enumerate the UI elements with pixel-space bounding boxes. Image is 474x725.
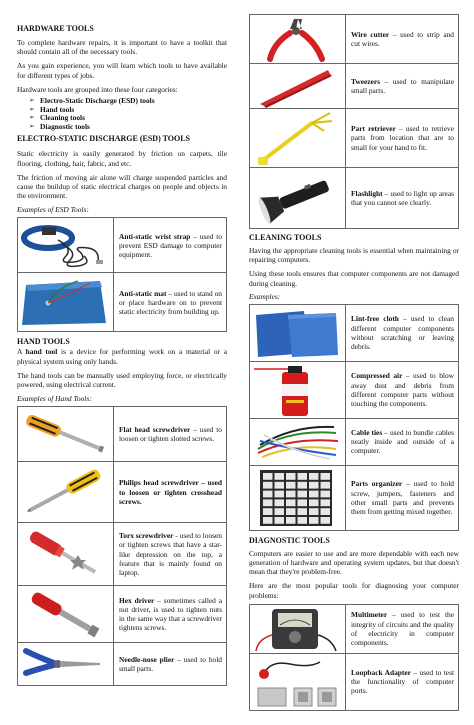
philips-screwdriver-icon [18, 462, 111, 522]
category-item: ➢ Hand tools [29, 104, 75, 114]
diagnostic-paragraph-2: Here are the most popular tools for diagnosing your computer problems: [249, 581, 459, 600]
flashlight-description: Flashlight – used to light up areas that you cannot see clearly. [346, 168, 459, 229]
flat-screwdriver-description: Flat head screwdriver – used to loosen or tighten slotted screws. [114, 407, 227, 462]
section-title-hardware-tools: HARDWARE TOOLS [17, 24, 94, 33]
table-row [250, 168, 459, 229]
compressed-air-image-cell [250, 361, 346, 418]
table-row [250, 361, 459, 418]
hand-tools-table [17, 406, 227, 686]
cable-ties-image-cell [250, 418, 346, 465]
intro-paragraph-3: Hardware tools are grouped into these four categories: [17, 84, 178, 94]
cable-ties-icon [250, 419, 343, 465]
intro-paragraph-2: As you gain experience, you will learn which tools to have available for different types of jobs. [17, 61, 227, 80]
esd-tools-table [17, 217, 227, 332]
tweezers-icon [250, 64, 343, 108]
table-row [18, 462, 227, 523]
category-list [17, 97, 227, 131]
wrist-strap-image-cell [18, 218, 114, 273]
wire-cutter-description: Wire cutter – used to strip and cut wires. [346, 15, 459, 64]
category-item: ➢ Cleaning tools [29, 113, 85, 123]
table-row [18, 643, 227, 686]
esd-paragraph-2: The friction of moving air alone will charge suspended particles and cause the buildup of static electrical charges on people and objects in the environment. [17, 172, 227, 201]
flashlight-image-cell [250, 168, 346, 229]
compressed-air-description: Compressed air – used to blow away dust and debris from different computer parts without touching the components. [346, 361, 459, 418]
tweezers-description: Tweezers – used to manipulate small parts. [346, 64, 459, 109]
flat-screwdriver-image-cell [18, 407, 114, 462]
category-item: ➢ Diagnostic tools [29, 121, 90, 131]
multimeter-icon [250, 605, 343, 653]
table-row [250, 109, 459, 168]
hand-paragraph-2: The hand tools can be manually used employing force, or electrically powered, using electrical current. [17, 370, 227, 390]
cleaning-tools-table [249, 304, 459, 531]
parts-organizer-icon [250, 466, 343, 530]
multimeter-description: Multimeter – used to test the integrity of circuits and the quality of electricity in computer components. [346, 604, 459, 653]
section-title-diagnostic-tools: DIAGNOSTIC TOOLS [249, 535, 330, 545]
flat-screwdriver-icon [18, 407, 111, 461]
esd-examples-label: Examples of ESD Tools: [17, 205, 89, 215]
intro-paragraph-1: To complete hardware repairs, it is important to have a toolkit that should contain all of the necessary tools. [17, 38, 227, 57]
cleaning-paragraph-1: Having the appropriate cleaning tools is essential when maintaining or repairing computers. [249, 246, 459, 265]
part-retriever-description: Part retriever – used to retrieve parts from location that are to small for your hand to fit. [346, 109, 459, 168]
antistatic-mat-image-cell [18, 273, 114, 332]
wrist-strap-icon [18, 218, 111, 272]
multimeter-image-cell [250, 604, 346, 653]
table-row [250, 653, 459, 710]
right-column [249, 0, 459, 711]
table-row [250, 15, 459, 64]
table-row [18, 586, 227, 643]
table-row [18, 407, 227, 462]
philips-screwdriver-description: Philips head screwdriver – used to loosen or tighten crosshead screws. [114, 462, 227, 523]
section-title-cleaning-tools: CLEANING TOOLS [249, 233, 322, 242]
table-row [250, 304, 459, 361]
category-item: ➢ Electro-Static Discharge (ESD) tools [29, 96, 155, 106]
torx-screwdriver-description: Torx screwdriver - used to loosen or tighten screws that have a star-like depression on the top, a feature that is mainly found on laptop. [114, 523, 227, 586]
compressed-air-icon [250, 362, 343, 418]
arrow-bullet-icon: ➢ [29, 97, 35, 105]
hand-paragraph-1: A hand tool is a device for performing work on a material or a physical system using only hands. [17, 347, 228, 366]
antistatic-mat-description: Anti-static mat – used to stand on or place hardware on to prevent static electricity from building up. [114, 273, 227, 332]
table-row [18, 523, 227, 586]
torx-screwdriver-icon [18, 523, 111, 585]
parts-organizer-description: Parts organizer – used to hold screw, jumpers, fasteners and other small parts and prevents them from getting mixed together. [346, 465, 459, 530]
needle-nose-plier-description: Needle-nose plier – used to hold small parts. [114, 643, 227, 686]
tweezers-image-cell [250, 64, 346, 109]
needle-nose-plier-icon [18, 643, 111, 685]
table-row [250, 418, 459, 465]
table-row [18, 273, 227, 332]
diagnostic-paragraph-1: Computers are easier to use and are more dependable with each new generation of hardware and operating system updates, but that doesn't mean that they're problem-free. [249, 548, 459, 577]
more-hand-tools-table [249, 14, 459, 229]
torx-screwdriver-image-cell [18, 523, 114, 586]
loopback-adapter-description: Loopback Adapter – used to test the functionality of computer ports. [346, 653, 459, 710]
needle-nose-plier-image-cell [18, 643, 114, 686]
esd-paragraph-1: Static electricity is easily generated by friction on carpets, tile flooring, clothing, hair, fabric, and etc. [17, 149, 227, 168]
table-row [250, 604, 459, 653]
lint-free-cloth-description: Lint-free cloth – used to clean different computer components without scratching or leaving debris. [346, 304, 459, 361]
left-column [17, 0, 227, 686]
hex-driver-icon [18, 586, 111, 642]
table-row [250, 465, 459, 530]
lint-free-cloth-icon [250, 305, 343, 361]
wire-cutter-icon [250, 15, 343, 63]
part-retriever-image-cell [250, 109, 346, 168]
wrist-strap-description: Anti-static wrist strap – used to prevent ESD damage to computer equipment. [114, 218, 227, 273]
wire-cutter-image-cell [250, 15, 346, 64]
hex-driver-description: Hex driver – sometimes called a nut driver, is used to tighten nuts in the same way that a screwdriver tightens screws. [114, 586, 227, 643]
cleaning-paragraph-2: Using these tools ensures that computer components are not damaged during cleaning. [249, 269, 459, 288]
cable-ties-description: Cable ties – used to bundle cables neatly inside and outside of a computer. [346, 418, 459, 465]
hex-driver-image-cell [18, 586, 114, 643]
cleaning-examples-label: Examples: [249, 291, 281, 301]
arrow-bullet-icon: ➢ [29, 105, 35, 113]
table-row [250, 64, 459, 109]
arrow-bullet-icon: ➢ [29, 114, 35, 122]
lint-free-cloth-image-cell [250, 304, 346, 361]
section-title-esd-tools: ELECTRO-STATIC DISCHARGE (ESD) TOOLS [17, 134, 191, 144]
loopback-adapter-icon [250, 654, 343, 710]
hand-examples-label: Examples of Hand Tools: [17, 394, 92, 404]
flashlight-icon [250, 168, 343, 228]
table-row [18, 218, 227, 273]
parts-organizer-image-cell [250, 465, 346, 530]
antistatic-mat-icon [18, 273, 111, 331]
section-title-hand-tools: HAND TOOLS [17, 337, 70, 347]
arrow-bullet-icon: ➢ [29, 122, 35, 130]
philips-screwdriver-image-cell [18, 462, 114, 523]
loopback-adapter-image-cell [250, 653, 346, 710]
part-retriever-icon [250, 109, 343, 167]
diagnostic-tools-table [249, 604, 459, 711]
